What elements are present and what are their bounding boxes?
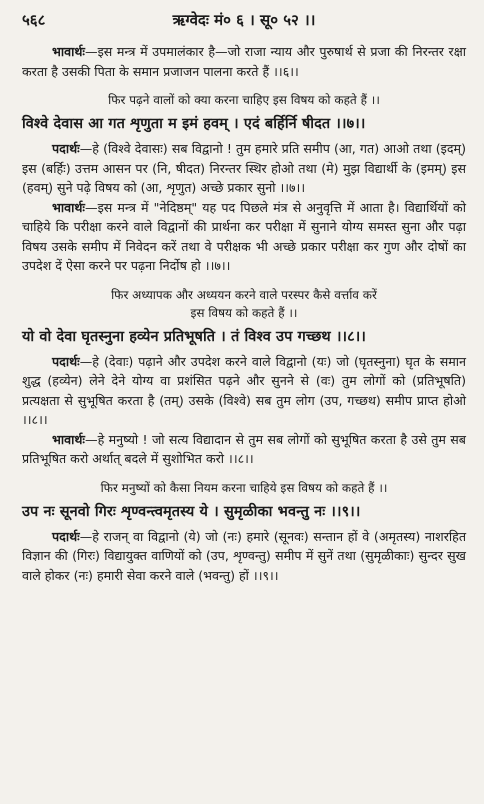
padartha-text: —हे (विश्वे देवासः) सब विद्वानो ! तुम हमारे प्रति समीप (आ, गत) आओ तथा (इदम्) इस (बर्हिः) उत्तम आसन पर (नि, षीदत) निरन्तर स्थिर होओ तथा (मे) मुझ विद्यार्थी के (इमम्) इस (हवम्) सुने पढ़े विषय को (आ, शृणुत) अच्छे प्रकार सुनो ।।७।। — [22, 141, 466, 195]
running-header — [22, 10, 466, 34]
mantra-7: विश्वे देवास आ गत शृणुता म इमं हवम् । एदं बर्हिर्नि षीदत ।।७।। — [22, 116, 366, 132]
mantra-9: उप नः सूनवो गिरः शृण्वन्त्वमृतस्य ये । सुमृळीका भवन्तु नः ।।९।। — [22, 503, 361, 520]
bhavartha-7 — [22, 198, 466, 276]
padartha-8 — [22, 352, 466, 430]
bhavartha-8 — [22, 430, 466, 469]
bhavartha-text: —इस मन्त्र में उपमालंकार है—जो राजा न्याय और पुरुषार्थ से प्रजा की निरन्तर रक्षा करता है उसकी पिता के समान प्रजाजन पालना करते हैं ।।६।। — [22, 44, 466, 79]
padartha-text: —हे राजन् वा विद्वानो (ये) जो (नः) हमारे (सूनवः) सन्तान हों वे (अमृतस्य) नाशरहित विज्ञान की (गिरः) विद्यायुक्त वाणियों को (उप, शृण्वन्तु) समीप में सुनें तथा (सुमृळीकाः) सुन्दर सुख वाले होकर (नः) हमारी सेवा करने वाले (भवन्तु) हों ।।९।। — [22, 528, 466, 583]
bhavartha-text: —इस मन्त्र में "नेदिष्ठम्" यह पद पिछले मंत्र से अनुवृत्ति में आता है। विद्यार्थियों को चाहिये कि परीक्षा करने वाले विद्वानों की प्रार्थना कर परीक्षा में सुनाने योग्य समस्त सुना और पढ़ा विषय उसके समीप में निवेदन करें तथा वे परीक्षक भी अच्छे प्रकार परीक्षा कर गुण और दोषों का उपदेश दें ऐसा करने पर पढ़ना निर्दोष हो ।।७।। — [22, 199, 466, 273]
bhavartha-label: भावार्थः — [52, 199, 85, 215]
bhavartha-6 — [22, 42, 466, 81]
page-number: ५६८ — [22, 11, 46, 29]
padartha-label: पदार्थः — [52, 528, 80, 544]
mantra-8: यो वो देवा घृतस्नुना हव्येन प्रतिभूषति । तं विश्व उप गच्छथ ।।८।। — [22, 328, 366, 345]
padartha-label: पदार्थः — [52, 353, 80, 369]
padartha-text: —हे (देवाः) पढ़ाने और उपदेश करने वाले विद्वानो (यः) जो (घृतस्नुना) घृत के समान शुद्ध (हव्येन) लेने देने योग्य वा प्रशंसित पढ़ने और सुनने से (वः) तुम लोगों को (प्रतिभूषति) प्रत्यक्षता से सुभूषित करता है (तम्) उसके (विश्वे) सब तुम लोग (उप, गच्छथ) समीप प्राप्त होओ ।।८।। — [22, 353, 466, 427]
padartha-9 — [22, 527, 466, 586]
padartha-label: पदार्थः — [52, 141, 80, 156]
bhavartha-label: भावार्थः — [52, 44, 85, 59]
running-title: ऋग्वेदः मं० ६ । सू० ५२ ।। — [172, 11, 316, 29]
bhavartha-text: —हे मनुष्यो ! जो सत्य विद्यादान से तुम सब लोगों को सुभूषित करता है उसे तुम सब प्रतिभूषित करो अर्थात् बदले में सुशोभित करो ।।८।। — [22, 431, 466, 466]
intro-mantra-8-line1: फिर अध्यापक और अध्ययन करने वाले परस्पर कैसे वर्त्ताव करें — [111, 287, 377, 302]
intro-mantra-7: फिर पढ़ने वालों को क्या करना चाहिए इस विषय को कहते हैं ।। — [108, 93, 380, 107]
padartha-7 — [22, 139, 466, 198]
intro-mantra-9: फिर मनुष्यों को कैसा नियम करना चाहिये इस विषय को कहते हैं ।। — [100, 480, 388, 495]
intro-mantra-8-line2: इस विषय को कहते हैं ।। — [190, 305, 298, 320]
bhavartha-label: भावार्थः — [52, 431, 85, 447]
